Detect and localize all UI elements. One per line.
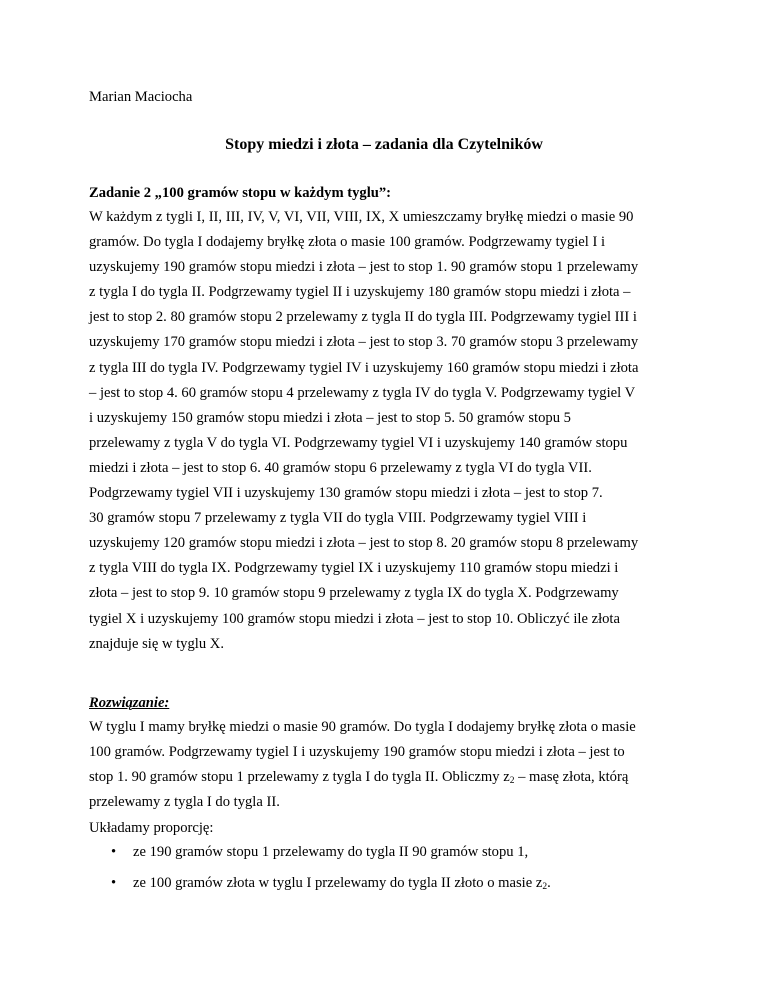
subscript: 2 <box>509 776 515 787</box>
list-item-text: . <box>547 874 551 891</box>
task-line: gramów. Do tygla I dodajemy bryłkę złota o masie 100 gramów. Podgrzewamy tygiel I i <box>89 234 606 251</box>
task-line: znajduje się w tyglu X. <box>89 635 224 652</box>
task-line: 30 gramów stopu 7 przelewamy z tygla VII do tygla VIII. Podgrzewamy tygiel VIII i <box>89 510 587 527</box>
task-line: z tygla III do tygla IV. Podgrzewamy tygiel IV i uzyskujemy 160 gramów stopu miedzi i złota <box>89 359 639 376</box>
solution-body <box>89 715 679 815</box>
task-line: z tygla VIII do tygla IX. Podgrzewamy tygiel IX i uzyskujemy 110 gramów stopu miedzi i <box>89 560 619 577</box>
list-item <box>89 843 679 861</box>
task-line: miedzi i złota – jest to stop 6. 40 gramów stopu 6 przelewamy z tygla VI do tygla VII. <box>89 459 592 476</box>
task-heading: Zadanie 2 „100 gramów stopu w każdym tyglu”: <box>89 185 392 201</box>
task-line: jest to stop 2. 80 gramów stopu 2 przelewamy z tygla II do tygla III. Podgrzewamy tygiel III i <box>89 309 637 326</box>
solution-line <box>89 765 679 790</box>
bullet-icon: • <box>111 844 117 860</box>
list-item-text: ze 100 gramów złota w tyglu I przelewamy do tygla II złoto o masie z <box>133 874 543 891</box>
author-name: Marian Maciocha <box>89 89 193 105</box>
proportion-label: Układamy proporcję: <box>89 820 214 836</box>
task-body <box>89 205 679 657</box>
task-line: z tygla I do tygla II. Podgrzewamy tygiel II i uzyskujemy 180 gramów stopu miedzi i złota – <box>89 284 631 301</box>
solution-heading: Rozwiązanie: <box>89 695 170 711</box>
bullet-icon: • <box>111 874 117 891</box>
document-title: Stopy miedzi i złota – zadania dla Czytelników <box>225 136 543 153</box>
task-line: tygiel X i uzyskujemy 100 gramów stopu miedzi i złota – jest to stop 10. Obliczyć ile złota <box>89 610 620 627</box>
task-line: uzyskujemy 120 gramów stopu miedzi i złota – jest to stop 8. 20 gramów stopu 8 przelewamy <box>89 535 639 552</box>
bullet-list <box>89 843 679 904</box>
task-line: Podgrzewamy tygiel VII i uzyskujemy 130 gramów stopu miedzi i złota – jest to stop 7. <box>89 485 603 502</box>
solution-line-text: stop 1. 90 gramów stopu 1 przelewamy z tygla I do tygla II. Obliczmy z <box>89 769 510 786</box>
task-line: przelewamy z tygla V do tygla VI. Podgrzewamy tygiel VI i uzyskujemy 140 gramów stopu <box>89 434 628 451</box>
task-line: uzyskujemy 170 gramów stopu miedzi i złota – jest to stop 3. 70 gramów stopu 3 przelewamy <box>89 334 639 351</box>
task-line: uzyskujemy 190 gramów stopu miedzi i złota – jest to stop 1. 90 gramów stopu 1 przelewamy <box>89 259 639 276</box>
solution-line: W tyglu I mamy bryłkę miedzi o masie 90 gramów. Do tygla I dodajemy bryłkę złota o masie <box>89 719 636 735</box>
task-line: W każdym z tygli I, II, III, IV, V, VI, VII, VIII, IX, X umieszczamy bryłkę miedzi o masie 90 <box>89 209 634 225</box>
list-item-text: ze 190 gramów stopu 1 przelewamy do tygla II 90 gramów stopu 1, <box>133 844 529 860</box>
subscript: 2 <box>542 881 548 892</box>
task-line: i uzyskujemy 150 gramów stopu miedzi i złota – jest to stop 5. 50 gramów stopu 5 <box>89 409 571 426</box>
solution-line: 100 gramów. Podgrzewamy tygiel I i uzyskujemy 190 gramów stopu miedzi i złota – jest to <box>89 744 625 761</box>
list-item <box>89 874 679 892</box>
task-line: złota – jest to stop 9. 10 gramów stopu 9 przelewamy z tygla IX do tygla X. Podgrzewamy <box>89 585 619 602</box>
task-line: – jest to stop 4. 60 gramów stopu 4 przelewamy z tygla IV do tygla V. Podgrzewamy tygiel V <box>89 384 636 401</box>
solution-line: przelewamy z tygla I do tygla II. <box>89 794 280 811</box>
solution-line-text: – masę złota, którą <box>514 769 629 786</box>
